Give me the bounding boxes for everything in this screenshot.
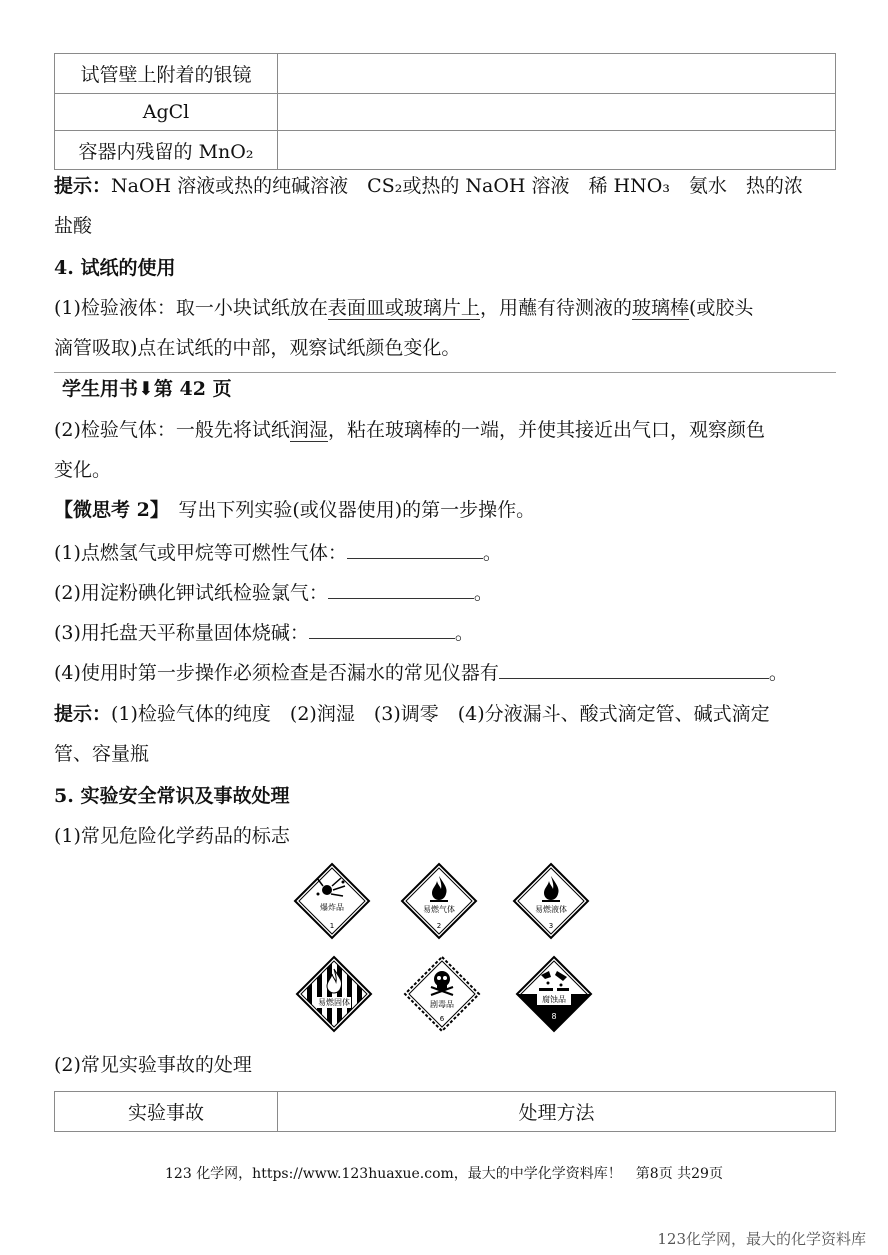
accident-table bbox=[54, 1091, 836, 1132]
text: 。 bbox=[482, 542, 502, 564]
hint-prefix: 提示： bbox=[54, 175, 112, 197]
table-cell-label: 容器内残留的 MnO₂ bbox=[55, 131, 278, 170]
hazard-symbol-flammable-gas bbox=[400, 862, 478, 940]
hazard-symbol-flammable-liquid bbox=[512, 862, 590, 940]
section-title: 5. 实验安全常识及事故处理 bbox=[54, 785, 290, 807]
table-cell-value bbox=[278, 131, 836, 170]
answer-blank bbox=[309, 620, 455, 639]
book-reference: 学生用书⬇第 42 页 bbox=[62, 378, 232, 400]
paragraph-liquid bbox=[54, 296, 753, 320]
divider bbox=[54, 372, 836, 373]
section-title: 4. 试纸的使用 bbox=[54, 257, 176, 279]
symbol-number: 3 bbox=[548, 922, 554, 930]
hint-line bbox=[54, 174, 803, 198]
text: (1)检验液体：取一小块试纸放在 bbox=[54, 297, 328, 319]
think-title: 【微思考 2】 bbox=[54, 499, 160, 521]
question-text: (1)点燃氢气或甲烷等可燃性气体： bbox=[54, 542, 347, 564]
hazard-symbol-flammable-solid bbox=[295, 955, 373, 1033]
symbol-label: 易燃液体 bbox=[535, 905, 567, 914]
symbol-label: 腐蚀品 bbox=[542, 995, 566, 1004]
symbol-number: 1 bbox=[329, 922, 335, 930]
question-text: (2)用淀粉碘化钾试纸检验氯气： bbox=[54, 582, 328, 604]
hint-line-2: 盐酸 bbox=[54, 215, 93, 237]
symbol-number: 4 bbox=[331, 1015, 337, 1023]
answer-underline: 玻璃棒 bbox=[631, 297, 689, 319]
question-3 bbox=[54, 620, 474, 645]
text: (或胶头 bbox=[688, 297, 754, 319]
question-4 bbox=[54, 660, 788, 685]
text: (2)检验气体：一般先将试纸 bbox=[54, 419, 290, 441]
table-cell-value bbox=[278, 54, 836, 94]
answer-underline: 润湿 bbox=[289, 419, 328, 441]
table-header-accident: 实验事故 bbox=[55, 1092, 278, 1132]
question-text: (4)使用时第一步操作必须检查是否漏水的常见仪器有 bbox=[54, 662, 499, 684]
answer-blank bbox=[328, 580, 474, 599]
answer-blank bbox=[499, 660, 769, 679]
symbol-label: 爆炸品 bbox=[320, 903, 344, 912]
hint-text: NaOH 溶液或热的纯碱溶液 CS₂或热的 NaOH 溶液 稀 HNO₃ 氨水 热的浓 bbox=[111, 175, 803, 197]
page-footer: 123 化学网，https://www.123huaxue.com，最大的中学化学资料库！ 第8页 共29页 bbox=[165, 1166, 723, 1182]
symbol-number: 6 bbox=[439, 1015, 445, 1023]
paragraph-liquid-2: 滴管吸取)点在试纸的中部，观察试纸颜色变化。 bbox=[54, 337, 461, 359]
watermark: 123化学网，最大的化学资料库 bbox=[657, 1230, 866, 1248]
paragraph-gas-2: 变化。 bbox=[54, 459, 112, 481]
symbol-label: 易燃固体 bbox=[318, 998, 350, 1007]
table-cell-label: AgCl bbox=[55, 94, 278, 131]
symbol-label: 剧毒品 bbox=[430, 1000, 454, 1009]
hint-prefix: 提示： bbox=[54, 703, 112, 725]
table-cell-value bbox=[278, 94, 836, 131]
table-header-method: 处理方法 bbox=[278, 1092, 836, 1132]
think-prompt: 写出下列实验(或仪器使用)的第一步操作。 bbox=[178, 499, 536, 521]
question-1 bbox=[54, 540, 502, 565]
subsection-title: (1)常见危险化学药品的标志 bbox=[54, 825, 290, 847]
question-text: (3)用托盘天平称量固体烧碱： bbox=[54, 622, 309, 644]
table-cell-label: 试管壁上附着的银镜 bbox=[55, 54, 278, 94]
hazard-symbol-corrosive bbox=[515, 955, 593, 1033]
hazard-symbol-toxic bbox=[403, 955, 481, 1033]
think-header bbox=[54, 498, 535, 522]
answer-blank bbox=[347, 540, 483, 559]
text: ，用蘸有待测液的 bbox=[479, 297, 632, 319]
question-2 bbox=[54, 580, 493, 605]
hint-line bbox=[54, 702, 770, 726]
text: 。 bbox=[473, 582, 493, 604]
hazard-symbol-explosive bbox=[293, 862, 371, 940]
subsection-title: (2)常见实验事故的处理 bbox=[54, 1054, 252, 1076]
symbol-number: 8 bbox=[551, 1012, 557, 1021]
hint-line-2: 管、容量瓶 bbox=[54, 743, 150, 765]
text: 。 bbox=[454, 622, 474, 644]
symbol-label: 易燃气体 bbox=[423, 905, 455, 914]
answer-underline: 表面皿或玻璃片上 bbox=[327, 297, 480, 319]
text: ，粘在玻璃棒的一端，并使其接近出气口，观察颜色 bbox=[327, 419, 765, 441]
hint-text: (1)检验气体的纯度 (2)润湿 (3)调零 (4)分液漏斗、酸式滴定管、碱式滴定 bbox=[111, 703, 770, 725]
paragraph-gas bbox=[54, 418, 765, 442]
symbol-number: 2 bbox=[436, 922, 442, 930]
text: 。 bbox=[768, 662, 788, 684]
cleaning-table bbox=[54, 53, 836, 170]
